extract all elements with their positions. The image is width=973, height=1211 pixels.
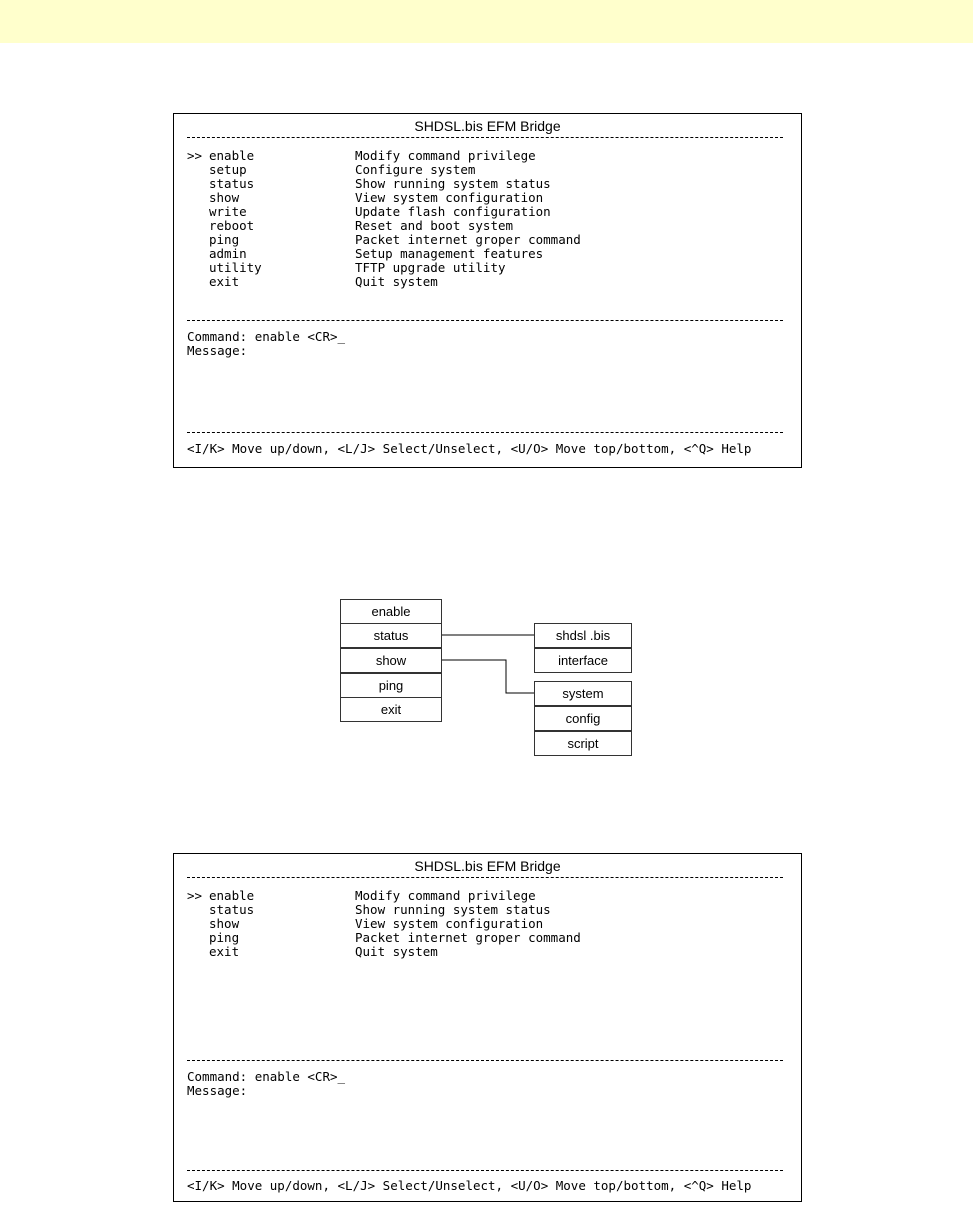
diagram-box-show: show <box>340 648 442 673</box>
diagram-box-script: script <box>534 731 632 756</box>
diagram-box-status: status <box>340 623 442 648</box>
diagram-box-enable: enable <box>340 599 442 624</box>
message-label: Message: <box>187 343 248 358</box>
diagram-box-system: system <box>534 681 632 706</box>
diagram-box-exit: exit <box>340 697 442 722</box>
command-line[interactable]: Command: enable <CR>_ <box>187 329 346 344</box>
divider <box>187 877 783 878</box>
selector-indicator: >> <box>187 148 203 163</box>
divider <box>187 1060 783 1061</box>
diagram-box-shdsl-bis: shdsl .bis <box>534 623 632 648</box>
help-line: <I/K> Move up/down, <L/J> Select/Unselect, <U/O> Move top/bottom, <^Q> Help <box>187 441 752 456</box>
terminal-window-full: SHDSL.bis EFM Bridge >> enable Modify command privilege setup Configure system status Show running system status show View system configuration write Update flash configuration reboot Reset and boot system ping Packet internet groper command admin Setup management features utility TFTP upgrade utility exit Quit system Command: enable <CR>_ Message: <I/K> Move up/down, <L/J> Select/Unselect, <U/O> Move top/bottom, <^Q> Help <box>173 113 802 468</box>
divider <box>187 1170 783 1171</box>
menu-item-enable[interactable]: >> enable Modify command privilege <box>187 148 536 163</box>
diagram-box-interface: interface <box>534 648 632 673</box>
terminal-window-limited: SHDSL.bis EFM Bridge >> enable Modify command privilege status Show running system status show View system configuration ping Packet internet groper command exit Quit system Command: enable <CR>_ Message: <I/K> Move up/down, <L/J> Select/Unselect, <U/O> Move top/bottom, <^Q> Help <box>173 853 802 1202</box>
diagram-box-ping: ping <box>340 673 442 698</box>
message-label: Message: <box>187 1083 248 1098</box>
selector-indicator: >> <box>187 888 203 903</box>
terminal-title: SHDSL.bis EFM Bridge <box>414 118 561 134</box>
diagram-box-config: config <box>534 706 632 731</box>
terminal-title: SHDSL.bis EFM Bridge <box>414 858 561 874</box>
menu-item-enable[interactable]: >> enable Modify command privilege <box>187 888 536 903</box>
command-line[interactable]: Command: enable <CR>_ <box>187 1069 346 1084</box>
help-line: <I/K> Move up/down, <L/J> Select/Unselect, <U/O> Move top/bottom, <^Q> Help <box>187 1178 752 1193</box>
